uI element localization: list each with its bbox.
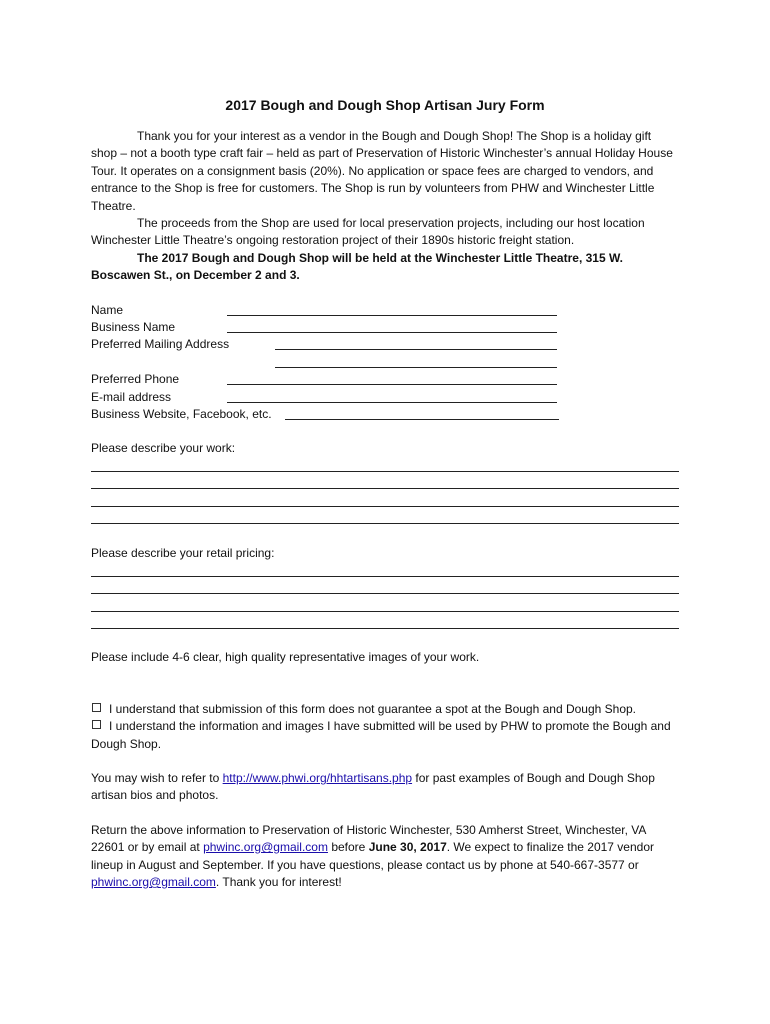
email-link[interactable]: phwinc.org@gmail.com [203, 840, 328, 855]
mailing-address-line-1[interactable] [275, 349, 557, 350]
business-name-field[interactable] [91, 319, 679, 336]
mailing-address-label: Preferred Mailing Address [91, 337, 230, 352]
return-text-before: Return the above information to Preservation of Historic Winchester, 530 Amherst Street, Winchester, VA 22601 or by email at [91, 822, 646, 855]
usage-acknowledgement[interactable] [91, 718, 679, 753]
email-field[interactable] [91, 389, 679, 406]
describe-work-label: Please describe your work: [91, 441, 236, 456]
mailing-address-field[interactable] [91, 336, 679, 353]
mailing-address-field-2[interactable] [91, 354, 679, 371]
intro-paragraph-1: Thank you for your interest as a vendor in the Bough and Dough Shop! The Shop is a holiday gift shop – not a booth type craft fair – held as part of Preservation of Historic Winchester’s annual Holiday House Tour. It operates on a consignment basis (20%). No application or space fees are charged to vendors, and entrance to the Shop is free for customers. The Shop is run by volunteers from PHW and Winchester Little Theatre. [91, 129, 673, 213]
intro-paragraph-2: The proceeds from the Shop are used for local preservation projects, including our host location Winchester Little Theatre’s ongoing restoration project of their 1890s historic freight station. [91, 216, 645, 248]
event-details: The 2017 Bough and Dough Shop will be held at the Winchester Little Theatre, 315 W. Boscawen St., on December 2 and 3. [91, 250, 623, 283]
return-text-after: . We expect to finalize the 2017 vendor lineup in August and September. If you have questions, please contact us by phone at 540-667-3577 or [91, 840, 654, 872]
form-title: 2017 Bough and Dough Shop Artisan Jury Form [225, 97, 545, 113]
phone-line[interactable] [227, 384, 557, 385]
website-label: Business Website, Facebook, etc. [91, 407, 272, 421]
guarantee-acknowledgement[interactable] [91, 701, 679, 718]
images-note: Please include 4-6 clear, high quality representative images of your work. [91, 650, 480, 665]
refer-text-after: for past examples of Bough and Dough Shop artisan bios and photos. [91, 770, 655, 803]
business-name-label: Business Name [91, 320, 176, 335]
email-label: E-mail address [91, 389, 172, 404]
email-link-2[interactable]: phwinc.org@gmail.com [91, 874, 216, 889]
work-line[interactable] [91, 458, 679, 475]
work-line[interactable] [91, 493, 679, 510]
work-line[interactable] [91, 475, 679, 492]
mailing-address-line-2[interactable] [275, 367, 557, 368]
website-line[interactable] [285, 419, 559, 420]
name-label: Name [91, 302, 124, 317]
phone-field[interactable] [91, 371, 679, 388]
name-field[interactable] [91, 302, 679, 319]
return-paragraph [91, 822, 679, 892]
jury-form-page [91, 96, 679, 891]
usage-text: I understand the information and images I have submitted will be used by PHW to promote the Bough and Dough Shop. [91, 719, 671, 751]
return-text-end: . Thank you for interest! [215, 874, 342, 889]
checkbox-icon[interactable] [92, 703, 101, 712]
refer-paragraph [91, 770, 679, 805]
email-line[interactable] [227, 402, 557, 403]
pricing-line[interactable] [91, 563, 679, 580]
artisans-link[interactable]: http://www.phwi.org/hhtartisans.php [222, 770, 413, 785]
pricing-line[interactable] [91, 580, 679, 597]
name-line[interactable] [227, 315, 557, 316]
checkbox-icon[interactable] [92, 720, 101, 729]
describe-pricing-label: Please describe your retail pricing: [91, 546, 275, 561]
phone-label: Preferred Phone [91, 372, 180, 387]
business-name-line[interactable] [227, 332, 557, 333]
guarantee-text: I understand that submission of this form does not guarantee a spot at the Bough and Dough Shop. [109, 701, 637, 716]
pricing-line[interactable] [91, 598, 679, 615]
refer-text-before: You may wish to refer to [91, 770, 223, 785]
work-line[interactable] [91, 510, 679, 527]
pricing-line[interactable] [91, 615, 679, 632]
deadline: June 30, 2017 [368, 840, 447, 855]
website-field[interactable] [91, 406, 679, 423]
return-text-mid: before [327, 840, 369, 855]
